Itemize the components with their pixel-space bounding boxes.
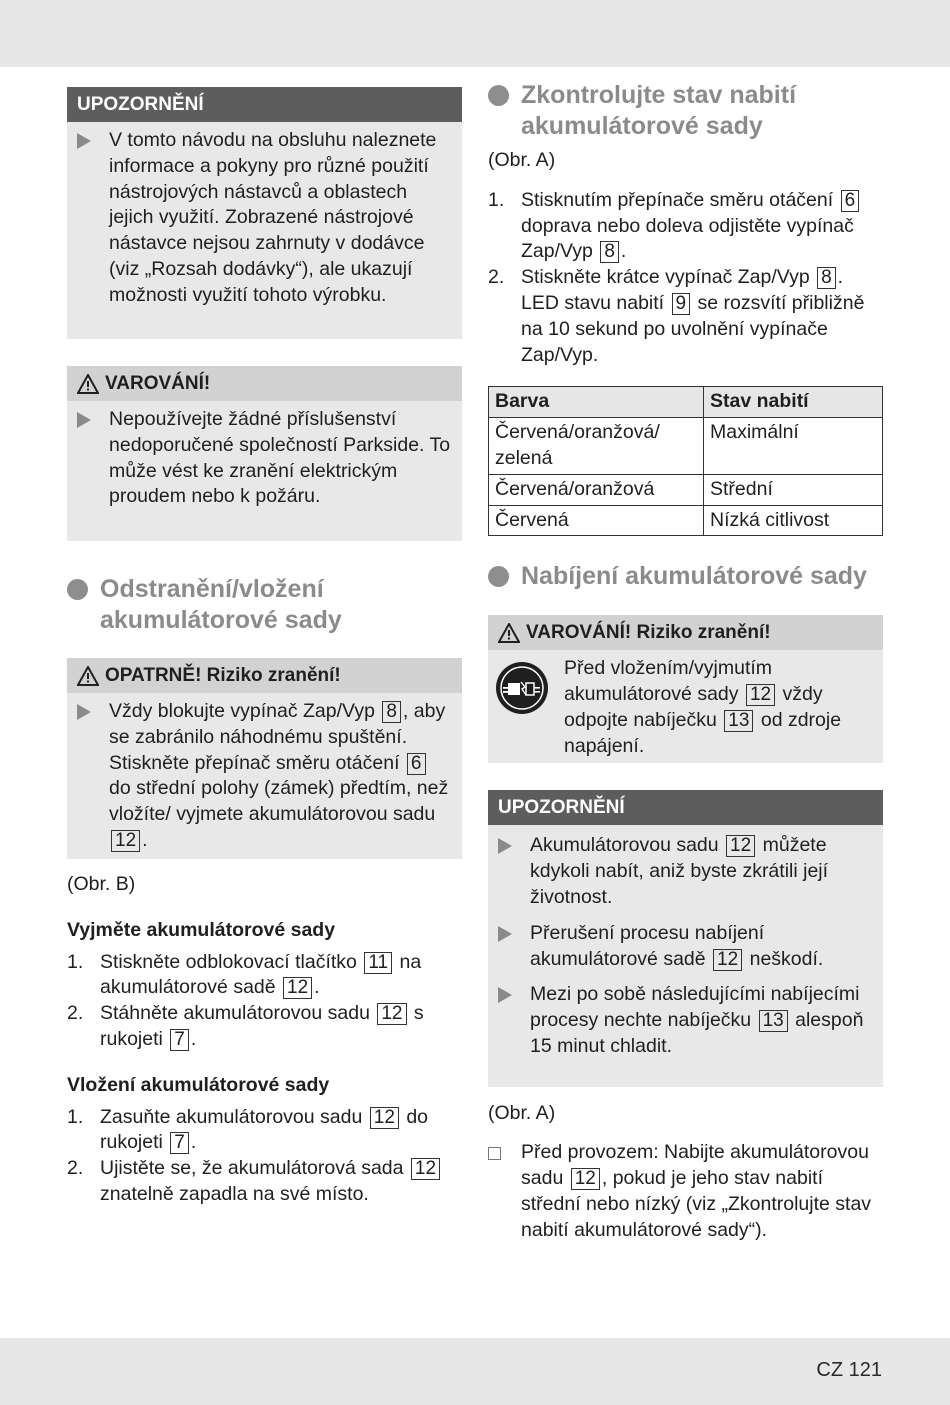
- notice2-bullet: Přerušení procesu nabíjení akumulátorové sadě 12 neškodí.: [498, 921, 873, 973]
- figure-reference: (Obr. A): [488, 1102, 556, 1125]
- ref-number: 6: [841, 190, 860, 212]
- notice2-bullet: Mezi po sobě následujícími nabíjecími procesy nechte nabíječku 13 alespoň 15 minut chladit.: [498, 982, 873, 1059]
- notice2-bullet: Akumulátorovou sadu 12 můžete kdykoli nabít, aniž byste zkrátili její životnost.: [498, 833, 873, 910]
- warning-triangle-icon: [77, 374, 99, 394]
- charging-warning-header: VAROVÁNÍ! Riziko zranění!: [488, 615, 883, 650]
- notice2-box: [488, 790, 883, 1087]
- charging-warning-box: [488, 615, 883, 763]
- charging-warning-text: Před vložením/vyjmutím akumulátorové sady 12 vždy odpojte nabíječku 13 od zdroje napájení.: [564, 657, 842, 757]
- ref-number: 9: [672, 293, 691, 315]
- insert-title: Vložení akumulátorové sady: [67, 1073, 330, 1096]
- ref-number: 7: [170, 1029, 189, 1051]
- list-item: 1. Stiskněte odblokovací tlačítko 11 na akumulátorové sadě 12 .: [67, 950, 422, 999]
- heading-dot-icon: [488, 85, 509, 106]
- ref-number: 8: [817, 267, 836, 289]
- table-row: Červená/oranžová Střední: [489, 474, 883, 505]
- ref-number: 12: [283, 977, 312, 999]
- bullet-triangle-icon: [77, 412, 91, 428]
- bullet-triangle-icon: [77, 133, 91, 149]
- ref-number: 12: [713, 949, 742, 971]
- unplug-charger-icon: [494, 660, 550, 716]
- remove-title: Vyjměte akumulátorové sady: [67, 918, 336, 941]
- ref-number: 12: [726, 835, 755, 857]
- caution-bullet: Vždy blokujte vypínač Zap/Vyp 8 , aby se zabránilo náhodnému spuštění. Stiskněte přepínač směru otáčení 6 do střední polohy (zámek) předtím, než vložíte/ vyjmete akumulátorovou sadu 12 .: [77, 699, 452, 854]
- ref-number: 12: [111, 830, 140, 852]
- ref-number: 12: [571, 1168, 600, 1190]
- ref-number: 6: [407, 753, 426, 775]
- section-heading-check: Zkontrolujte stav nabití akumulátorové sady: [488, 80, 883, 142]
- bullet-triangle-icon: [498, 838, 512, 854]
- figure-reference: (Obr. B): [67, 873, 136, 895]
- table-row: Červená Nízká citlivost: [489, 505, 883, 536]
- ref-number: 11: [364, 952, 392, 974]
- figure-reference: (Obr. A): [488, 149, 556, 171]
- ref-number: 7: [170, 1132, 189, 1154]
- notice-header: UPOZORNĚNÍ: [67, 87, 462, 122]
- right-column: [488, 80, 883, 1243]
- ref-number: 13: [759, 1010, 788, 1032]
- list-item: 2. Stiskněte krátce vypínač Zap/Vyp 8 . LED stavu nabití 9 se rozsvítí přibližně na 10 sekund po uvolnění vypínače Zap/Vyp.: [488, 266, 865, 366]
- list-item: 2. Ujistěte se, že akumulátorová sada 12 znatelně zapadla na své místo.: [67, 1156, 462, 1208]
- list-item: 1. Zasuňte akumulátorovou sadu 12 do rukojeti 7 .: [67, 1105, 429, 1154]
- warning-bullet: Nepoužívejte žádné příslušenství nedoporučené společností Parkside. To může vést ke zranění elektrickým proudem nebo k požáru.: [77, 407, 452, 510]
- heading-dot-icon: [67, 579, 88, 600]
- caution-header: OPATRNĚ! Riziko zranění!: [67, 658, 462, 693]
- table-header-row: Barva Stav nabití: [489, 387, 883, 418]
- table-row: Červená/oranžová/ zelená Maximální: [489, 418, 883, 475]
- ref-number: 8: [600, 241, 619, 263]
- ref-number: 12: [370, 1107, 399, 1129]
- warning-triangle-icon: [77, 666, 99, 686]
- top-band: [0, 0, 950, 67]
- left-column: [67, 87, 462, 1208]
- check-steps: [488, 188, 883, 369]
- list-item: 2. Stáhněte akumulátorovou sadu 12 s rukojeti 7 .: [67, 1002, 424, 1050]
- section-heading-charging: Nabíjení akumulátorové sady: [488, 561, 883, 592]
- page-number: CZ 121: [816, 1359, 882, 1381]
- notice-bullet: V tomto návodu na obsluhu naleznete informace a pokyny pro různé použití nástrojových nástavců a oblastech jejich využití. Zobrazené nástrojové nástavce nejsou zahrnuty v dodávce (viz „Rozsah dodávky“), ale ukazují možnosti využití tohoto výrobku.: [77, 128, 452, 309]
- warning-header: VAROVÁNÍ!: [67, 366, 462, 401]
- bottom-band: [0, 1338, 950, 1405]
- notice2-header: UPOZORNĚNÍ: [488, 790, 883, 825]
- insert-steps: [67, 1105, 462, 1208]
- warning-box: [67, 366, 462, 541]
- heading-dot-icon: [488, 566, 509, 587]
- notice-box: [67, 87, 462, 339]
- list-item: 1. Stisknutím přepínače směru otáčení 6 doprava nebo doleva odjistěte vypínač Zap/Vyp 8 .: [488, 188, 883, 265]
- ref-number: 13: [724, 710, 753, 732]
- bullet-triangle-icon: [498, 926, 512, 942]
- charge-status-table: [488, 386, 883, 536]
- ref-number: 12: [746, 684, 775, 706]
- caution-box: [67, 658, 462, 859]
- ref-number: 8: [382, 701, 401, 723]
- warning-triangle-icon: [498, 623, 520, 643]
- checkbox-square-icon: [488, 1147, 501, 1160]
- operation-checklist-item: Před provozem: Nabijte akumulátorovou sadu 12 , pokud je jeho stav nabití střední nebo nízký (viz „Zkontrolujte stav nabití akumulátorové sady“).: [488, 1140, 883, 1243]
- ref-number: 12: [377, 1003, 406, 1025]
- ref-number: 12: [411, 1158, 440, 1180]
- remove-steps: [67, 950, 462, 1053]
- section-heading-battery: Odstranění/vložení akumulátorové sady: [67, 574, 462, 636]
- bullet-triangle-icon: [498, 987, 512, 1003]
- bullet-triangle-icon: [77, 704, 91, 720]
